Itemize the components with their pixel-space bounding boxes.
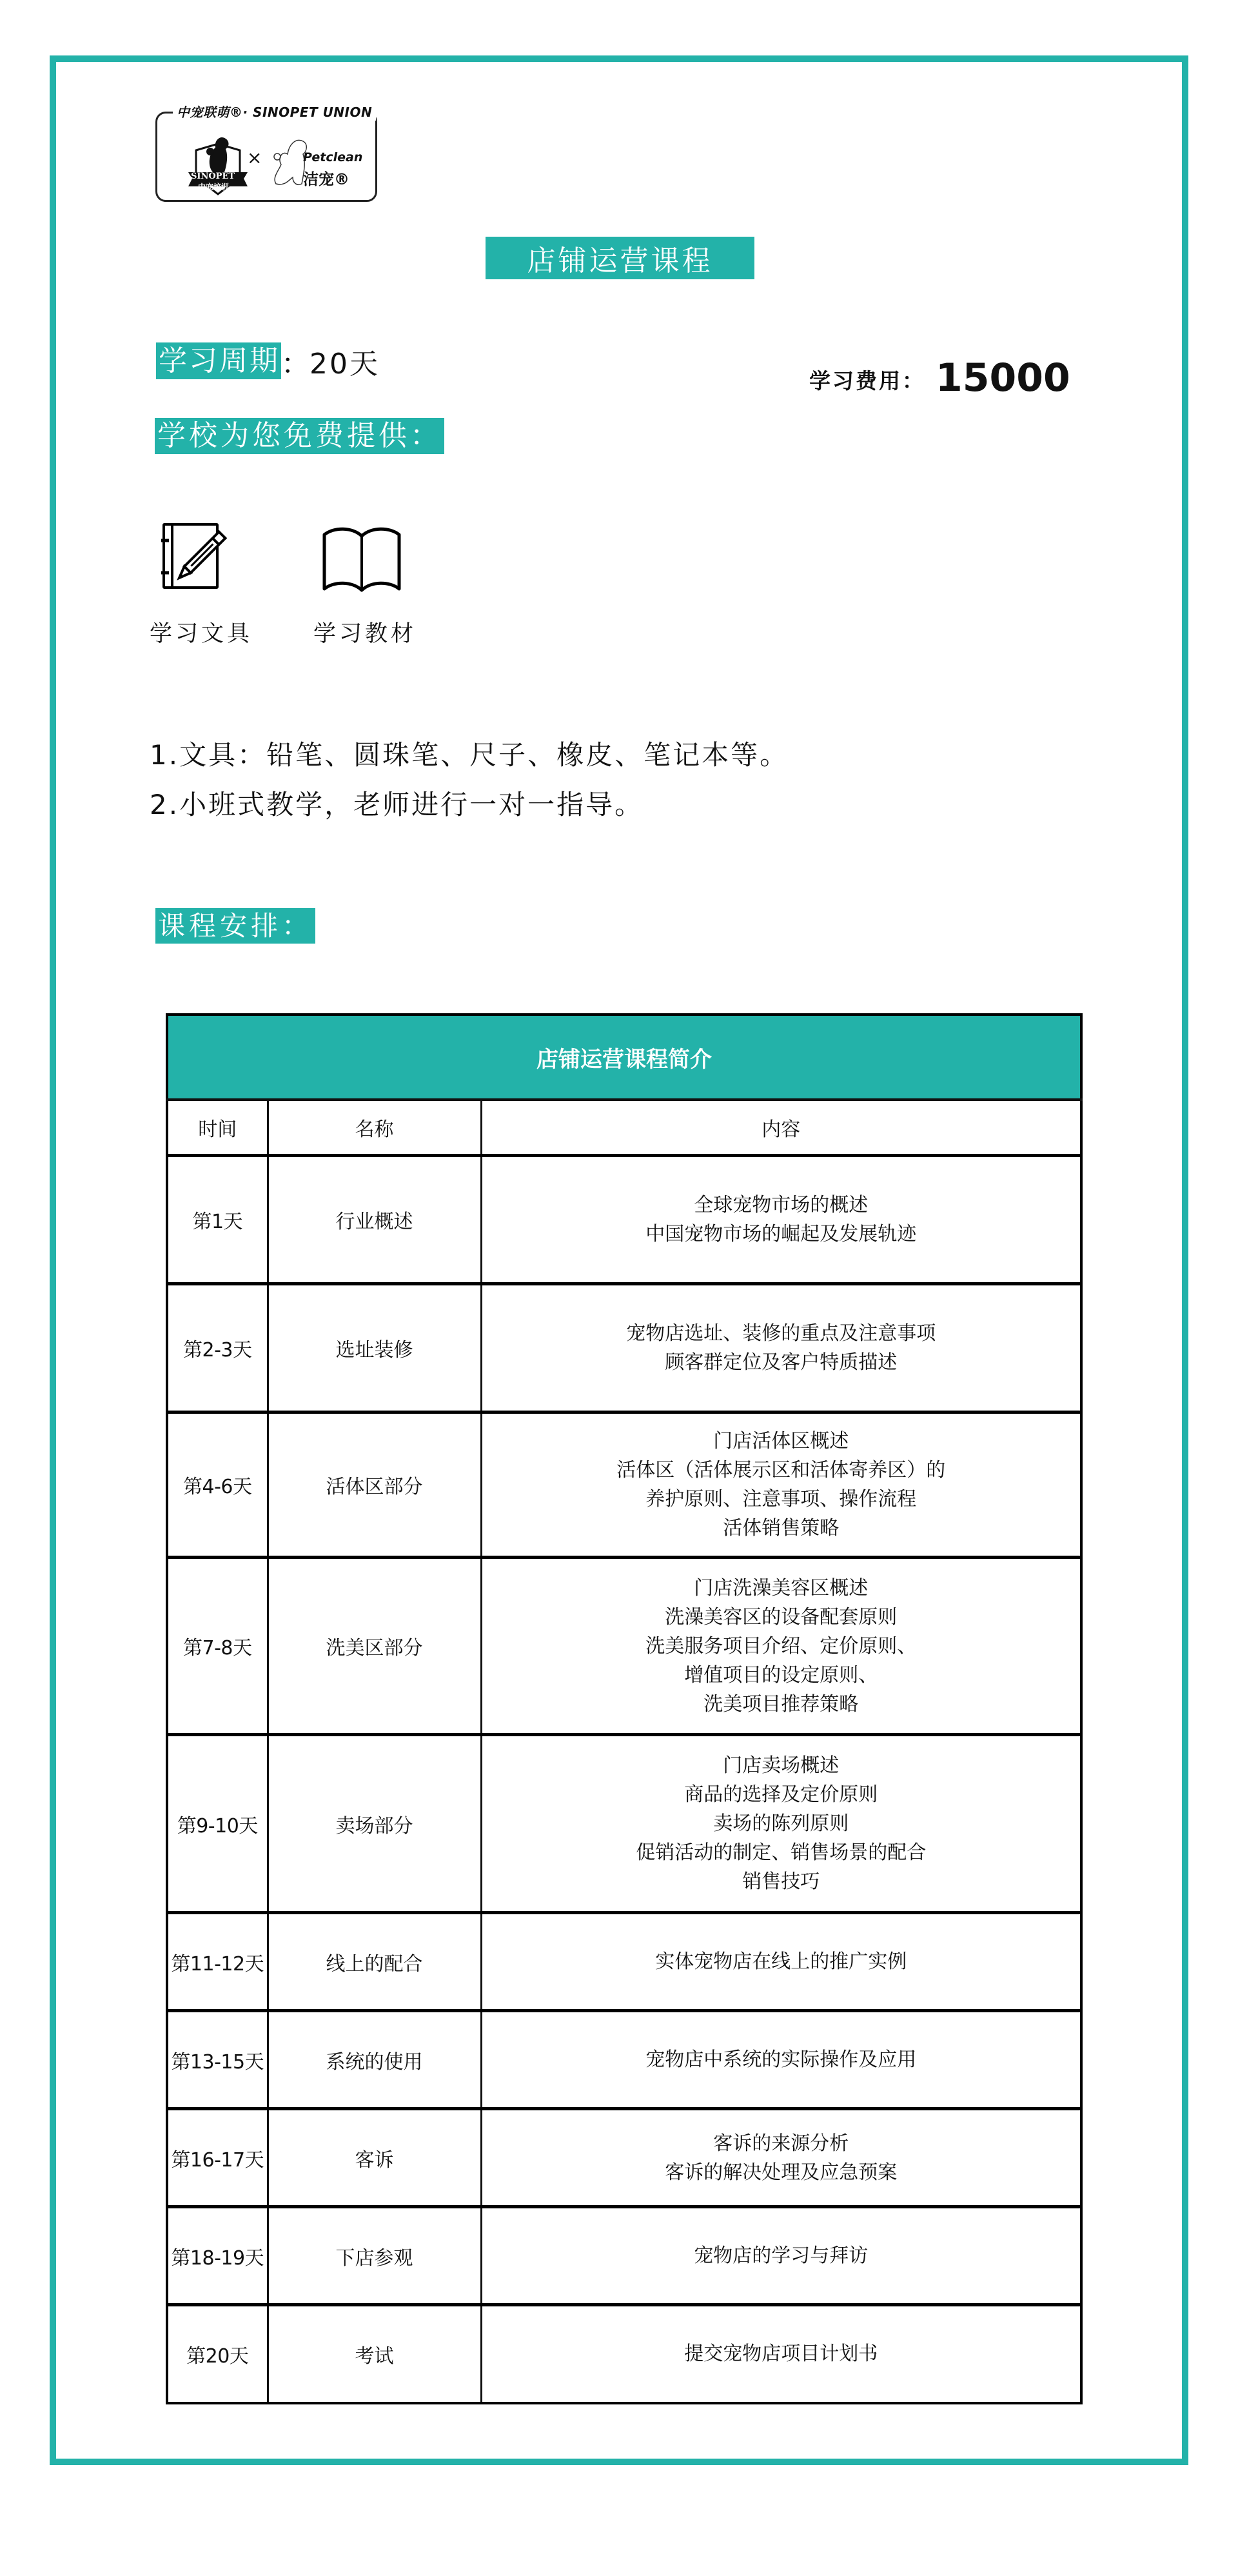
content-line: 中国宠物市场的崛起及发展轨迹	[645, 1223, 917, 1245]
logo-sinopet-cn-text: 中宠培训	[198, 183, 230, 192]
cell-time: 第16-17天	[167, 2109, 268, 2207]
cell-name: 线上的配合	[268, 1913, 481, 2011]
content-line: 洗澡美容区的设备配套原则	[665, 1605, 898, 1629]
content-line: 门店卖场概述	[723, 1754, 840, 1777]
cell-content	[481, 1284, 1081, 1412]
content-line: 客诉的来源分析	[713, 2132, 849, 2155]
cell-name: 下店参观	[268, 2207, 481, 2305]
cell-name: 洗美区部分	[268, 1558, 481, 1735]
content-line: 门店洗澡美容区概述	[694, 1576, 869, 1600]
study-fee-value: 15000	[936, 355, 1070, 401]
cell-time: 第18-19天	[167, 2207, 268, 2305]
content-line: 顾客群定位及客户特质描述	[665, 1351, 898, 1374]
cell-name: 卖场部分	[268, 1735, 481, 1913]
cell-content	[481, 1913, 1081, 2011]
notes-list	[150, 730, 789, 829]
content-line: 洗美服务项目介绍、定价原则、	[645, 1634, 917, 1658]
table-row	[167, 1735, 1081, 1913]
table-row	[167, 2011, 1081, 2109]
free-provide-heading	[155, 418, 444, 454]
open-book-icon	[322, 526, 401, 593]
study-period-label: 学习周期	[156, 342, 281, 379]
content-line: 活体区（活体展示区和活体寄养区）的	[616, 1459, 946, 1481]
table-row	[167, 1156, 1081, 1284]
logo-petclean-cn-text: 洁宠®	[303, 170, 349, 188]
cell-content	[481, 2011, 1081, 2109]
cell-time: 第2-3天	[167, 1284, 268, 1412]
table-row	[167, 1284, 1081, 1412]
notebook-pencil-icon	[161, 522, 232, 590]
content-line: 宠物店选址、装修的重点及注意事项	[626, 1322, 936, 1345]
cell-time: 第7-8天	[167, 1558, 268, 1735]
column-header-content: 内容	[481, 1100, 1081, 1156]
content-line: 养护原则、注意事项、操作流程	[645, 1488, 917, 1511]
study-period-value: 20天	[310, 347, 380, 381]
cell-time: 第4-6天	[167, 1412, 268, 1558]
table-row	[167, 1913, 1081, 2011]
cell-content	[481, 1412, 1081, 1558]
cell-content	[481, 1558, 1081, 1735]
study-period-colon: ：	[281, 347, 310, 381]
content-line: 实体宠物店在线上的推广实例	[655, 1950, 907, 1973]
free-provide-label: 学校为您免费提供：	[155, 418, 444, 454]
table-row	[167, 1412, 1081, 1558]
content-line: 提交宠物店项目计划书	[684, 2343, 878, 2366]
content-line: 促销活动的制定、销售场景的配合	[636, 1841, 927, 1864]
cell-time: 第11-12天	[167, 1913, 268, 2011]
cell-content	[481, 2109, 1081, 2207]
cell-content	[481, 1735, 1081, 1913]
cell-name: 考试	[268, 2305, 481, 2403]
cell-name: 选址装修	[268, 1284, 481, 1412]
cell-time: 第20天	[167, 2305, 268, 2403]
table-row	[167, 1558, 1081, 1735]
cell-name: 活体区部分	[268, 1412, 481, 1558]
content-line: 宠物店中系统的实际操作及应用	[645, 2048, 917, 2071]
table-row	[167, 2207, 1081, 2305]
logo-petclean-text: Petclean	[303, 150, 363, 164]
note-item: 2.小班式教学，老师进行一对一指导。	[150, 789, 644, 820]
cell-name: 系统的使用	[268, 2011, 481, 2109]
cell-content	[481, 1156, 1081, 1284]
logo-times-sign: ×	[247, 147, 262, 168]
table-row	[167, 2305, 1081, 2403]
provided-item-label: 学习文具	[150, 621, 253, 647]
schedule-heading	[155, 908, 315, 944]
schedule-heading-label: 课程安排：	[155, 908, 315, 944]
study-fee-label: 学习费用：	[809, 368, 925, 393]
logo-sinopet-text: SINOPET	[191, 172, 235, 181]
content-line: 增值项目的设定原则、	[684, 1663, 878, 1687]
content-line: 商品的选择及定价原则	[684, 1783, 878, 1806]
table-header-row	[167, 1100, 1081, 1156]
content-line: 活体销售策略	[723, 1517, 840, 1540]
page-title: 店铺运营课程	[486, 237, 754, 279]
logo-top-text: 中宠联萌®· SINOPET UNION	[173, 102, 376, 121]
cell-time: 第13-15天	[167, 2011, 268, 2109]
content-line: 销售技巧	[742, 1870, 820, 1893]
content-line: 全球宠物市场的概述	[694, 1194, 869, 1216]
column-header-name: 名称	[268, 1100, 481, 1156]
table-title: 店铺运营课程简介	[167, 1015, 1081, 1100]
study-fee	[809, 355, 1070, 401]
cell-name: 行业概述	[268, 1156, 481, 1284]
course-table	[166, 1013, 1083, 2404]
content-line: 客诉的解决处理及应急预案	[665, 2161, 898, 2184]
content-line: 卖场的陈列原则	[713, 1812, 849, 1835]
provided-item-label: 学习教材	[313, 621, 417, 647]
content-line: 宠物店的学习与拜访	[694, 2244, 869, 2267]
content-line: 门店活体区概述	[713, 1430, 849, 1452]
content-line: 洗美项目推荐策略	[703, 1692, 859, 1716]
cell-name: 客诉	[268, 2109, 481, 2207]
note-item: 1.文具：铅笔、圆珠笔、尺子、橡皮、笔记本等。	[150, 739, 789, 771]
column-header-time: 时间	[167, 1100, 268, 1156]
cell-content	[481, 2207, 1081, 2305]
cell-time: 第9-10天	[167, 1735, 268, 1913]
cell-time: 第1天	[167, 1156, 268, 1284]
study-period	[156, 342, 380, 379]
table-row	[167, 2109, 1081, 2207]
cell-content	[481, 2305, 1081, 2403]
